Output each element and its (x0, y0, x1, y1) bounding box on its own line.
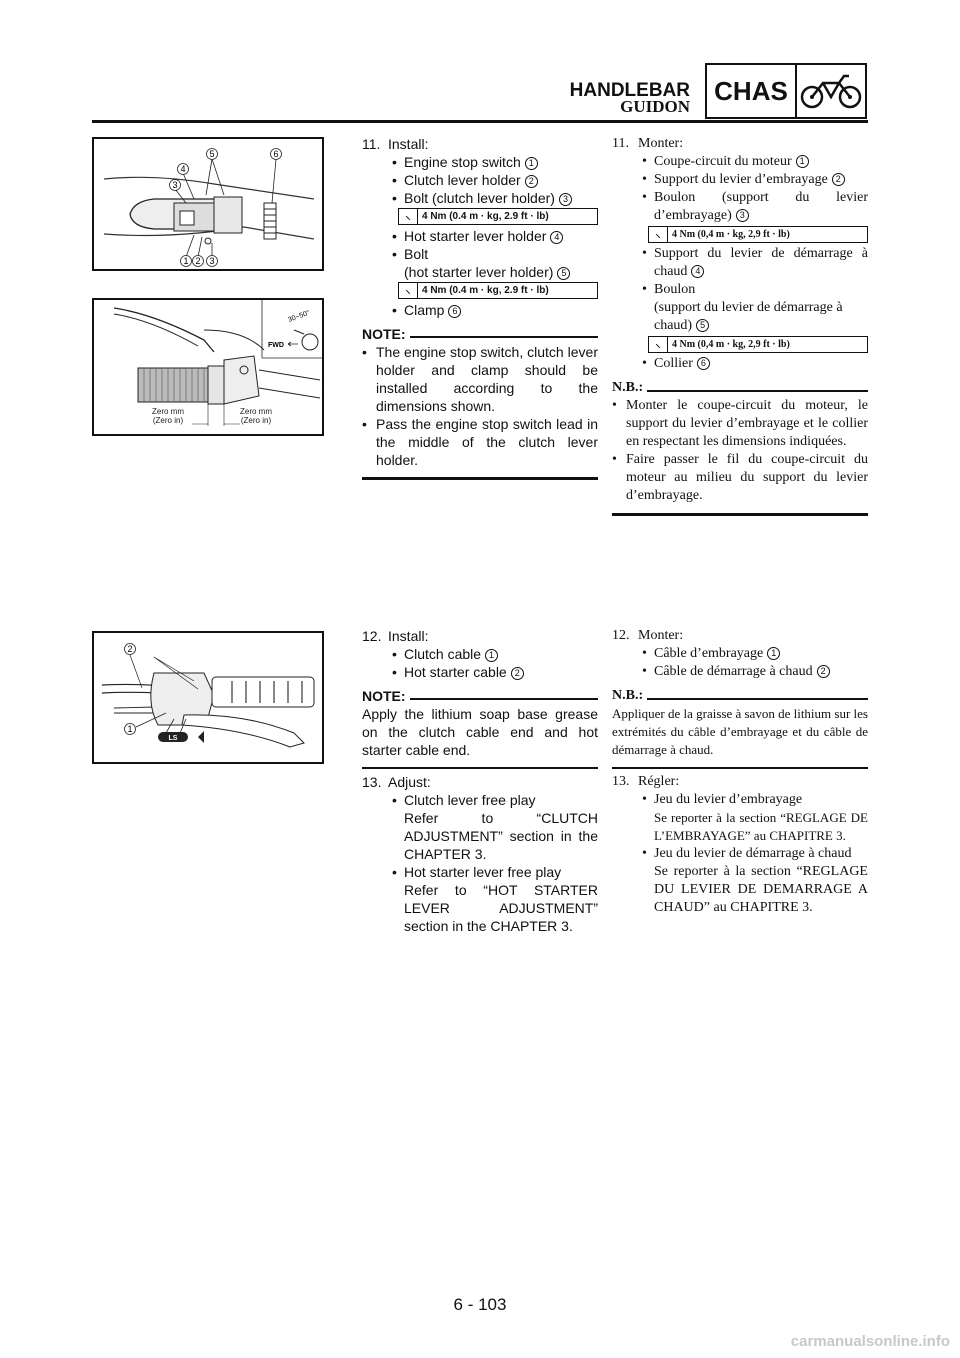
fr-13-num: 13. (612, 774, 630, 789)
fr-step-12 (612, 627, 868, 769)
note-label: NOTE: (362, 326, 406, 342)
fr-11-title: Monter: (638, 136, 684, 151)
fr-12-num: 12. (612, 628, 630, 643)
en-12-note-heading (362, 687, 598, 705)
section-title: HANDLEBAR (569, 80, 690, 101)
chapter-badge (705, 63, 867, 119)
note-end-rule (362, 767, 598, 769)
en-13-item-1: • Clutch lever free play (362, 791, 598, 809)
en-11-torque-1 (398, 208, 598, 225)
chapter-badge-label: CHAS (707, 65, 797, 117)
fr-step-13 (612, 773, 868, 917)
motorcycle-icon (797, 65, 865, 117)
ref-5: 5 (557, 267, 570, 280)
fr-11-item-6: Collier (654, 356, 693, 371)
callout-2: 2 (127, 644, 133, 654)
fr-11-note-2: • Faire passer le fil du coupe-circuit du moteur au milieu du support du levier d’embrayage. (612, 451, 868, 505)
ref-2: 2 (817, 665, 830, 678)
figure-dimensions (92, 298, 324, 436)
ref-4: 4 (691, 265, 704, 278)
note-end-rule (612, 767, 868, 769)
en-11-item-5-cont: (hot starter lever holder) (404, 264, 554, 280)
en-11-num: 11. (362, 136, 381, 152)
en-11-item-5: Bolt (404, 246, 429, 262)
note-label: N.B.: (612, 380, 644, 395)
fr-13-title: Régler: (638, 774, 680, 789)
wrench-icon: ⸜ (649, 337, 668, 352)
fr-11-note-heading (612, 379, 868, 397)
watermark: carmanualsonline.info (790, 1333, 950, 1350)
section-subtitle: GUIDON (620, 97, 690, 116)
en-11-note-heading (362, 325, 598, 343)
ref-2: 2 (832, 173, 845, 186)
note-end-rule (362, 477, 598, 480)
en-12-num: 12. (362, 628, 382, 644)
fr-12-item-2: Câble de démarrage à chaud (654, 664, 813, 679)
torque-value: 4 Nm (0,4 m · kg, 2,9 ft · lb) (672, 338, 790, 350)
callout-6: 6 (273, 149, 279, 159)
fr-11-item-5: Boulon (654, 282, 696, 297)
angle-label: 30~50° (287, 309, 311, 324)
fr-12-note: Appliquer de la graisse à savon de lithium sur les extrémités du câble d’embrayage et du câble de démarrage à chaud. (612, 706, 868, 757)
fr-12-item-1: Câble d’embrayage (654, 646, 764, 661)
note-label: NOTE: (362, 688, 406, 704)
en-step-13 (362, 773, 598, 935)
en-11-title: Install: (388, 136, 429, 152)
en-11-item-3: Bolt (clutch lever holder) (404, 190, 555, 206)
fr-11-item-2: Support du levier d’embrayage (654, 172, 828, 187)
zero-mm-left: Zero mm (152, 407, 184, 416)
en-12-item-2: Hot starter cable (404, 664, 507, 680)
fr-11-torque-2 (648, 336, 868, 353)
fr-13-item-1-ref: Se reporter à la section “REGLAGE DE L’EMBRAYAGE” au CHAPITRE 3. (654, 810, 868, 843)
fr-11-item-3: Boulon (support du levier d’embrayage) (654, 190, 868, 223)
ref-6: 6 (448, 305, 461, 318)
en-11-item-2: Clutch lever holder (404, 172, 521, 188)
fr-13-item-2-ref: Se reporter à la section “REGLAGE DU LEVIER DE DEMARRAGE A CHAUD” au CHAPITRE 3. (654, 864, 868, 915)
fr-step-11 (612, 135, 868, 516)
fr-13-item-1: • Jeu du levier d’embrayage (612, 791, 868, 809)
ref-1: 1 (767, 647, 780, 660)
torque-value: 4 Nm (0.4 m · kg, 2.9 ft · lb) (422, 210, 549, 222)
callout-4: 4 (180, 164, 186, 174)
ref-5: 5 (696, 319, 709, 332)
callout-1: 1 (127, 724, 133, 734)
en-12-item-1: Clutch cable (404, 646, 482, 662)
fr-12-note-heading (612, 687, 868, 705)
header-rule (92, 120, 868, 123)
wrench-icon: ⸜ (649, 227, 668, 242)
torque-value: 4 Nm (0.4 m · kg, 2.9 ft · lb) (422, 284, 549, 296)
ref-3: 3 (736, 209, 749, 222)
en-13-item-2: • Hot starter lever free play (362, 863, 598, 881)
torque-value: 4 Nm (0,4 m · kg, 2,9 ft · lb) (672, 228, 790, 240)
fwd-label: FWD (268, 342, 284, 349)
fr-12-title: Monter: (638, 628, 684, 643)
zero-in-right: (Zero in) (240, 416, 272, 425)
en-11-item-1: Engine stop switch (404, 154, 521, 170)
ref-4: 4 (550, 231, 563, 244)
fr-11-note-1: • Monter le coupe-circuit du moteur, le support du levier d’embrayage et le collier en respectant les dimensions indiquées. (612, 397, 868, 451)
grease-label: LS (168, 735, 178, 742)
callout-2: 2 (195, 256, 201, 266)
fr-11-item-1: Coupe-circuit du moteur (654, 154, 792, 169)
en-13-item-1-ref: Refer to “CLUTCH ADJUSTMENT” section in the CHAPTER 3. (404, 810, 598, 862)
note-label: N.B.: (612, 688, 644, 703)
ref-2: 2 (525, 175, 538, 188)
callout-3b: 3 (209, 256, 215, 266)
fr-11-torque-1 (648, 226, 868, 243)
ref-2: 2 (511, 667, 524, 680)
page-number: 6 - 103 (453, 1295, 507, 1314)
en-13-item-2-ref: Refer to “HOT STARTER LEVER ADJUSTMENT” section in the CHAPTER 3. (404, 882, 598, 934)
callout-5: 5 (209, 149, 215, 159)
wrench-icon: ⸜ (399, 283, 418, 298)
ref-6: 6 (697, 357, 710, 370)
ref-1: 1 (485, 649, 498, 662)
note-end-rule (612, 513, 868, 516)
fr-13-item-2: • Jeu du levier de démarrage à chaud (612, 845, 868, 863)
en-11-note-2: • Pass the engine stop switch lead in the middle of the clutch lever holder. (362, 415, 598, 469)
wrench-icon: ⸜ (399, 209, 418, 224)
grease-icon (158, 731, 204, 743)
en-13-title: Adjust: (388, 774, 431, 790)
en-12-title: Install: (388, 628, 429, 644)
en-11-item-4: Hot starter lever holder (404, 228, 547, 244)
figure-switch-layout (92, 137, 324, 271)
en-11-torque-2 (398, 282, 598, 299)
zero-mm-right: Zero mm (240, 407, 272, 416)
ref-1: 1 (525, 157, 538, 170)
callout-1: 1 (183, 256, 189, 266)
en-step-12 (362, 627, 598, 769)
callout-3a: 3 (172, 180, 178, 190)
ref-1: 1 (796, 155, 809, 168)
fr-11-num: 11. (612, 136, 629, 151)
en-step-11 (362, 135, 598, 480)
figure-cables (92, 631, 324, 764)
fr-11-item-4: Support du levier de démarrage à chaud (654, 246, 868, 279)
zero-in-left: (Zero in) (152, 416, 184, 425)
en-12-note: Apply the lithium soap base grease on the clutch cable end and hot starter cable end. (362, 706, 598, 758)
en-11-note-1: • The engine stop switch, clutch lever holder and clamp should be installed according to the dimensions shown. (362, 343, 598, 415)
ref-3: 3 (559, 193, 572, 206)
fr-11-item-5-cont: (support du levier de démarrage à chaud) (654, 300, 843, 333)
en-13-num: 13. (362, 774, 382, 790)
en-11-item-6: Clamp (404, 302, 445, 318)
